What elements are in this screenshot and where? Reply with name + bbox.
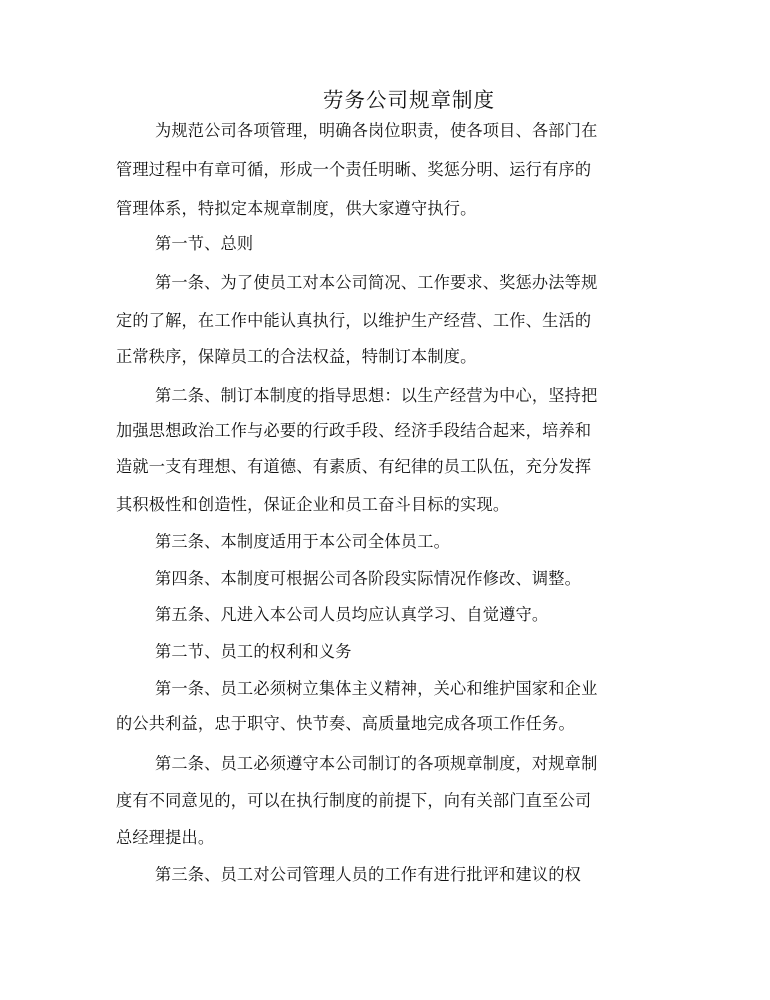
body-line: 管理体系，特拟定本规章制度，供大家遵守执行。 [116, 199, 477, 218]
body-line: 度有不同意见的，可以在执行制度的前提下，向有关部门直至公司 [116, 791, 592, 810]
body-line: 第五条、凡进入本公司人员均应认真学习、自觉遵守。 [155, 605, 549, 624]
body-line: 正常秩序，保障员工的合法权益，特制订本制度。 [116, 347, 477, 366]
body-line: 为规范公司各项管理，明确各岗位职责，使各项目、各部门在 [155, 121, 598, 140]
body-line: 定的了解，在工作中能认真执行，以维护生产经营、工作、生活的 [116, 311, 592, 330]
body-line: 第四条、本制度可根据公司各阶段实际情况作修改、调整。 [155, 569, 582, 588]
body-line: 第三条、本制度适用于本公司全体员工。 [155, 532, 450, 551]
body-line: 第二条、员工必须遵守本公司制订的各项规章制度，对规章制 [155, 754, 598, 773]
section-heading: 第二节、员工的权利和义务 [155, 642, 352, 661]
body-line: 造就一支有理想、有道德、有素质、有纪律的员工队伍，充分发挥 [116, 457, 592, 476]
body-line: 其积极性和创造性，保证企业和员工奋斗目标的实现。 [116, 495, 510, 514]
body-line: 的公共利益，忠于职守、快节奏、高质量地完成各项工作任务。 [116, 714, 575, 733]
body-line: 第一条、为了使员工对本公司简况、工作要求、奖惩办法等规 [155, 273, 598, 292]
body-line: 管理过程中有章可循，形成一个责任明晰、奖惩分明、运行有序的 [116, 160, 592, 179]
body-line: 加强思想政治工作与必要的行政手段、经济手段结合起来，培养和 [116, 421, 592, 440]
body-line: 第二条、制订本制度的指导思想：以生产经营为中心，坚持把 [155, 386, 598, 405]
section-heading: 第一节、总则 [155, 234, 254, 253]
body-line: 总经理提出。 [116, 828, 215, 847]
document-title: 劳务公司规章制度 [323, 88, 495, 112]
body-line: 第三条、员工对公司管理人员的工作有进行批评和建议的权 [155, 865, 582, 884]
body-line: 第一条、员工必须树立集体主义精神，关心和维护国家和企业 [155, 679, 598, 698]
